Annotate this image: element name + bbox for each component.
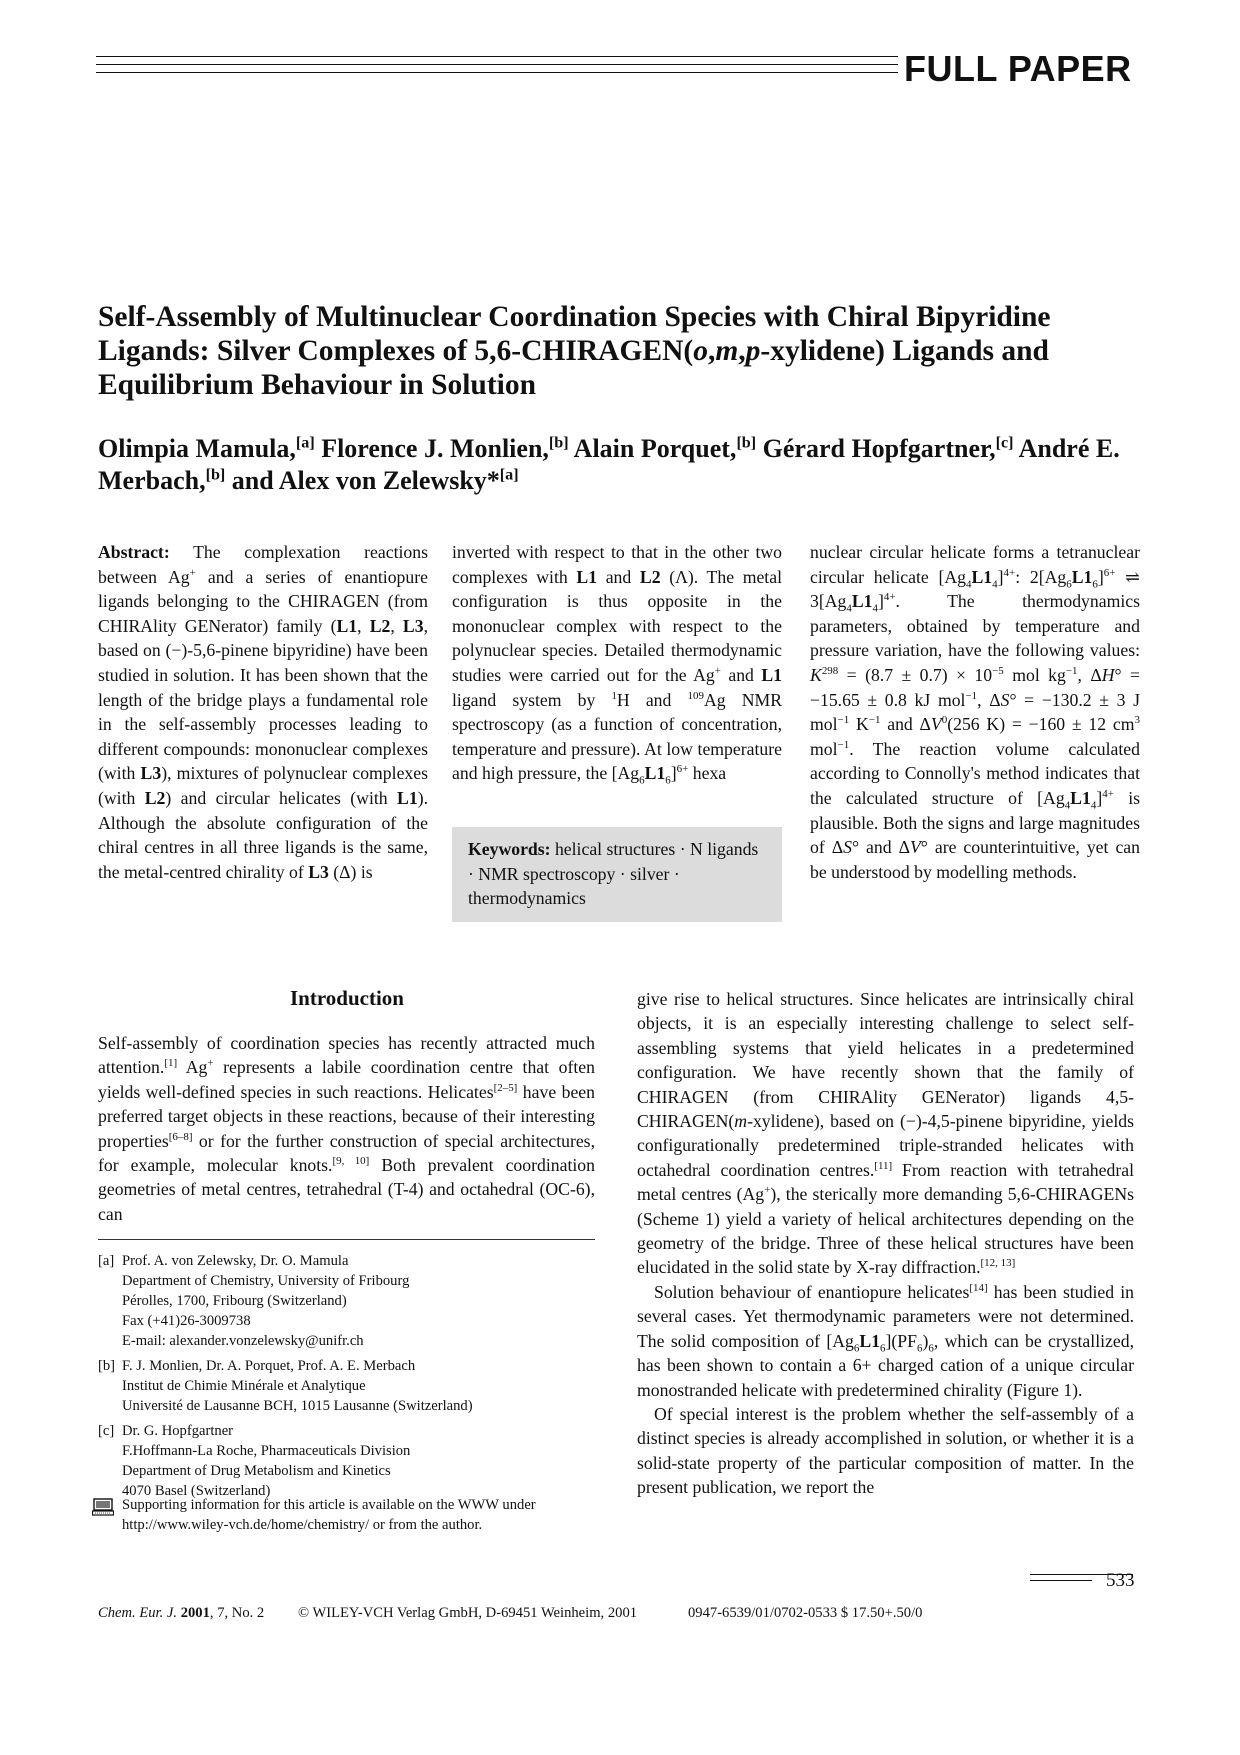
abstract-text-3: nuclear circular helicate forms a tetranuclear circular helicate $[Ag_4L1_4]^{4+}$: $2[Ag_6L1_6]^{6+}$ ⇌ $3[Ag_4L1_4]^{4+}$. The thermodynamics parameters, obtained by temperature and pressure variation, have the following values: $K^{298} = (8.7 \pm 0.7) \times 10^{-5}$ mol $kg^{-1}$, ΔH° = −15.65 ± 0.8 kJ mol$^{-1}$, ΔS° = −130.2 ± 3 J mol$^{-1}$ $K^{-1}$ and $\Delta V^0(256$ K) = −160 ± 12 $cm^3$ mol$^{-1}$. The reaction volume calculated according to Connolly's method indicates that the calculated structure of $[Ag_4L1_4]^{4+}$ is plausible. Both the signs and large magnitudes of ΔS° and ΔV° are counterintuitive, yet can be understood by modelling methods. [810,542,1140,882]
intro-col-1 [98,1031,595,1226]
footnote-rule [98,1239,595,1240]
abstract-text-2: inverted with respect to that in the other two complexes with L1 and L2 (Λ). The metal configuration is thus opposite in the mononuclear complex with respect to the polynuclear species. Detailed thermodynamic studies were carried out for the Ag+ and L1 ligand system by $^1$H and $^{109}$Ag NMR spectroscopy (as a function of concentration, temperature and pressure). At low temperature and high pressure, the $[Ag_6L1_6]^{6+}$ hexa [452,542,783,787]
affiliation-text [122,1356,602,1416]
abstract-part-1 [98,540,428,884]
journal-name: Chem. Eur. J. [98,1605,178,1621]
abstract-col-2 [452,540,782,786]
intro-text-2: give rise to helical structures. Since helicates are intrinsically chiral objects, it is an especially interesting challenge to select self-assembling systems that yield helicates in a predetermined configuration. We have recently shown that the family of CHIRAGEN (from CHIRAlity GENerator) ligands 4,5-CHIRAGEN(m-xylidene), based on (−)-4,5-pinene bipyridine, yields configurationally predetermined triple-stranded helicates with octahedral coordination centres.[11] From reaction with tetrahedral metal centres (Ag+), the sterically more demanding 5,6-CHIRAGENs (Scheme 1) yield a variety of helical architectures depending on the geometry of the bridge. Three of these helical structures have been elucidated in the solid state by X-ray diffraction.[12, 13] [637,989,1134,1278]
abstract-label: Abstract: [98,542,170,562]
abstract-text-1: The complexation reactions between Ag+ and a series of enantiopure ligands belonging to the CHIRAGEN (from CHIRAlity GENerator) family (L1, L2, L3, based on (−)-5,6-pinene bipyridine) have been studied in solution. It has been shown that the length of the bridge plays a fundamental role in the self-assembly processes leading to different compounds: mononuclear complexes (with L3), mixtures of polynuclear complexes (with L2) and circular helicates (with L1). Although the absolute configuration of the chiral centres in all three ligands is the same, the metal-centred chirality of L3 (Δ) is [98,542,428,882]
intro-para-3: Of special interest is the problem whether the self-assembly of a distinct species is already accomplished in solution, or whether it is a solid-state property of the particular composition of matter. In the present publication, we report the [637,1403,1134,1498]
affiliation-line: Department of Chemistry, University of Fribourg [122,1273,410,1289]
intro-text-1: Self-assembly of coordination species has recently attracted much attention.[1] Ag+ represents a labile coordination centre that often yields well-defined species in such reactions. Helicates[2–5] have been preferred target objects in these reactions, because of their interesting properties[6–8] or for the further construction of special architectures, for example, molecular knots.[9, 10] Both prevalent coordination geometries of metal centres, tetrahedral (T-4) and octahedral (OC-6), can [98,1033,595,1224]
supporting-info-note: Supporting information for this article is available on the WWW under http://www.wiley-vch.de/home/chemistry/ or from the author. [122,1497,536,1533]
affiliation-line: Prof. A. von Zelewsky, Dr. O. Mamula [122,1253,349,1269]
affiliation-line: F. J. Monlien, Dr. A. Porquet, Prof. A. E. Merbach [122,1358,416,1374]
introduction-heading: Introduction [290,986,404,1010]
page-rule-short [1030,1580,1092,1581]
affiliation-line: Institut de Chimie Minérale et Analytique [122,1378,366,1394]
affiliation-line: Pérolles, 1700, Fribourg (Switzerland) [122,1293,347,1309]
intro-para-2: Solution behaviour of enantiopure helicates[14] has been studied in several cases. Yet thermodynamic parameters were not determined. The solid composition of $[Ag_6L1_6](PF_6)_6$, which can be crystallized, has been shown to contain a 6+ charged cation of a unique circular monostranded helicate with predetermined chirality (Figure 1). [637,1281,1134,1400]
journal-citation [98,1604,264,1622]
abstract-col-3 [810,540,1140,884]
affiliation-text [122,1251,602,1351]
affiliation-line: Fax (+41)26-3009738 [122,1313,251,1329]
article-title: Self-Assembly of Multinuclear Coordination Species with Chiral Bipyridine Ligands: Silver Complexes of 5,6-CHIRAGEN(o,m,p-xylidene) Ligands and Equilibrium Behaviour in Solution [98,301,1051,401]
journal-year: 2001 [180,1605,210,1621]
affiliation-label: [a] [98,1253,115,1269]
computer-icon [92,1498,114,1516]
page-number: 533 [1106,1570,1135,1591]
author-list: Olimpia Mamula,[a] Florence J. Monlien,[b] Alain Porquet,[b] Gérard Hopfgartner,[c] André E. Merbach,[b] and Alex von Zelewsky*[a] [98,434,1120,495]
keywords-label: Keywords: [468,839,551,859]
intro-col-2 [637,987,1134,1500]
section-banner: FULL PAPER [904,48,1132,89]
publisher-line: © WILEY-VCH Verlag GmbH, D-69451 Weinheim, 2001 [298,1605,638,1621]
issn-line: 0947-6539/01/0702-0533 $ 17.50+.50/0 [688,1605,923,1621]
affiliation-line: E-mail: alexander.vonzelewsky@unifr.ch [122,1333,364,1349]
affiliation-line: F.Hoffmann-La Roche, Pharmaceuticals Division [122,1443,411,1459]
affiliation-line: Department of Drug Metabolism and Kinetics [122,1463,391,1479]
abstract-col-1 [98,540,428,884]
affiliation-label: [c] [98,1423,115,1439]
affiliation-footnotes [98,1251,598,1499]
affiliation-line: Université de Lausanne BCH, 1015 Lausanne (Switzerland) [122,1398,473,1414]
header-rules [96,56,898,80]
affiliation-text [122,1421,602,1501]
affiliation-label: [b] [98,1358,116,1374]
keywords-text: helical structures · N ligands · NMR spectroscopy · silver · thermodynamics [468,839,759,909]
affiliation-line: Dr. G. Hopfgartner [122,1423,234,1439]
affiliation-line: 4070 Basel (Switzerland) [122,1483,271,1499]
keywords-box [452,827,782,922]
journal-volume: , 7, No. 2 [209,1605,265,1621]
